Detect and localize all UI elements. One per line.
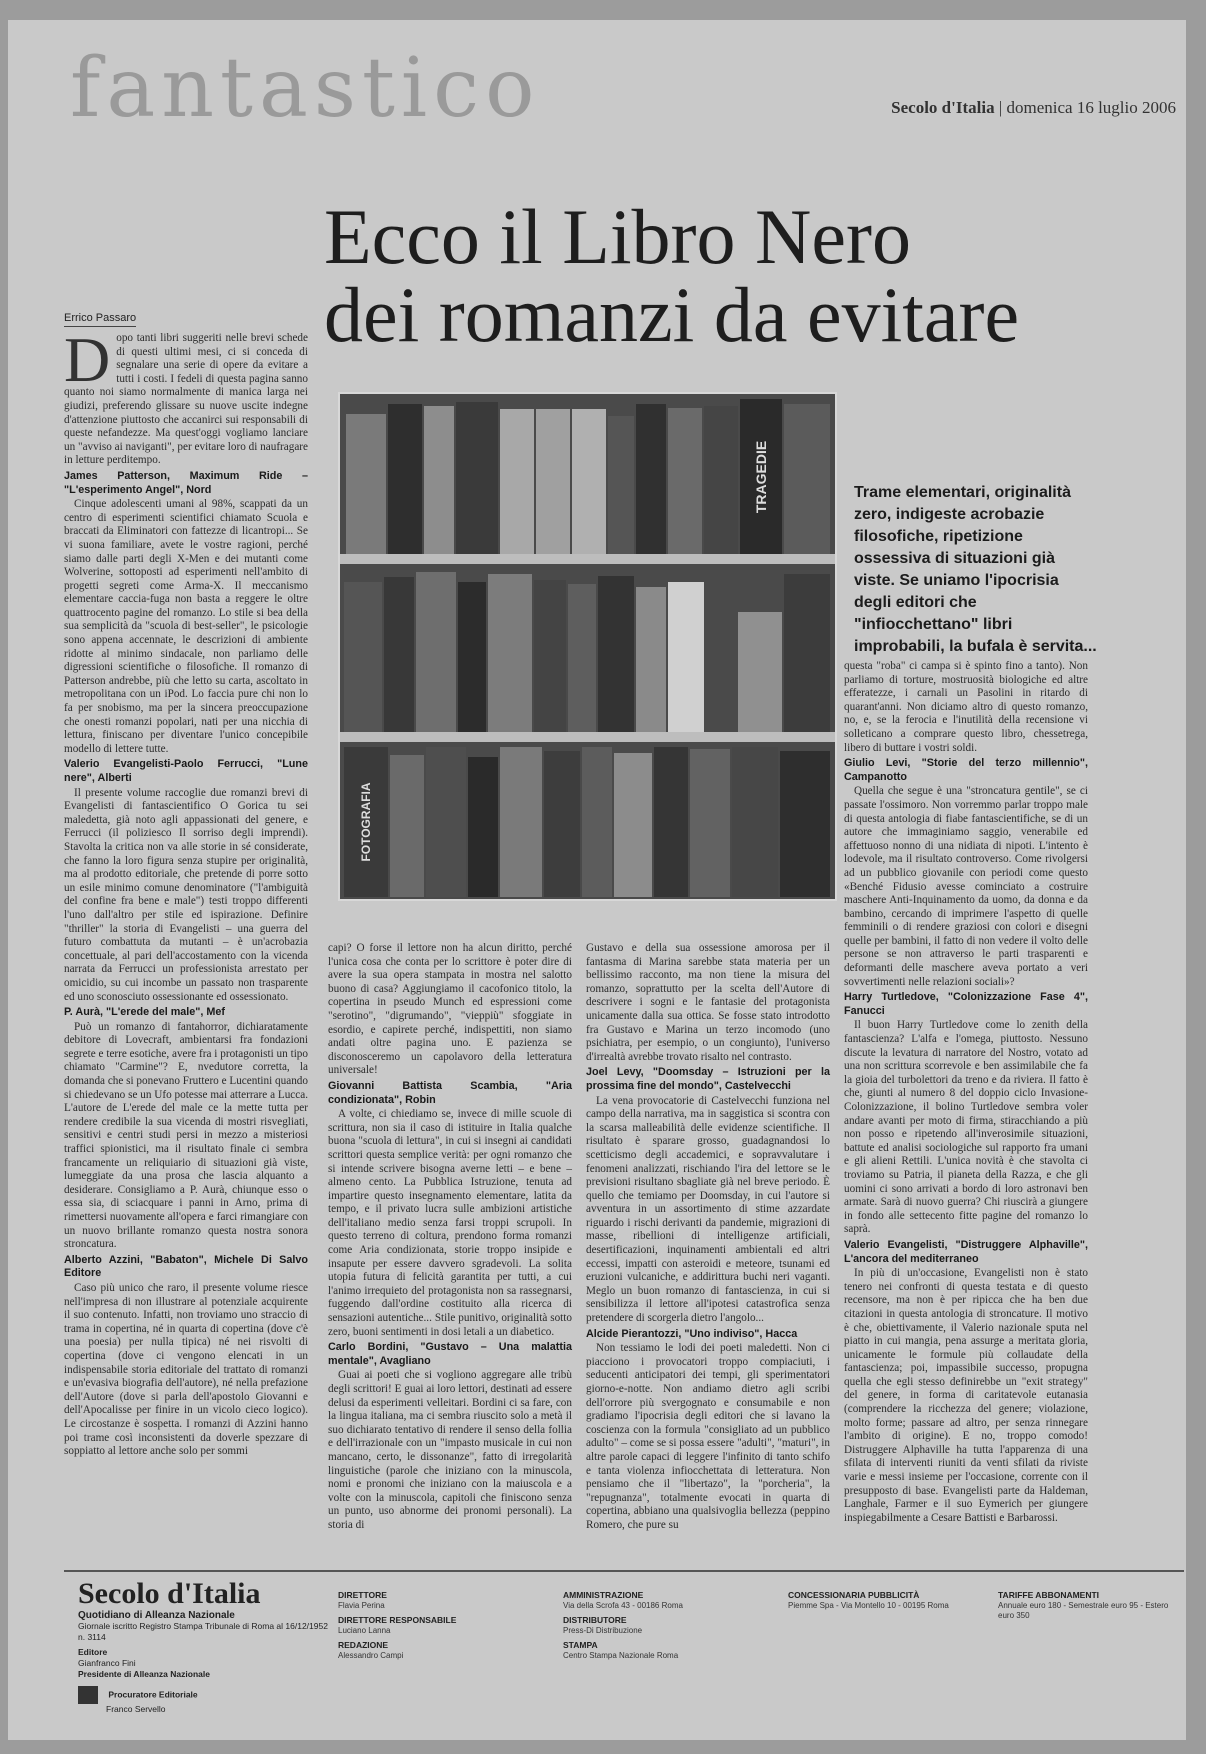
review-heading: Joel Levy, "Doomsday – Istruzioni per la prossima fine del mondo", Castelvecchi xyxy=(586,1066,830,1092)
paragraph: Il presente volume raccoglie due romanzi brevi di Evangelisti di fantascientifico O Gorica tu sei maledetta, già noto agli appassionati del genere, e Ferrucci (il poliziesco Il sorriso degli imprendi). Stavolta la critica non va alle storie in sé considerate, che fanno la loro figura senza stupire per originalità, ma al prodotto editoriale, che pretende di porre sotto un esile minimo comune denominatore ("l'ambiguità del confine fra bene e male") testi troppo differenti l'uno dall'altro per stile ed ispirazione. Definire "thriller" la storia di Evangelisti – una guerra del futuro combattuta da mutanti – è un'acrobazia concettuale, al pari dell'accostamento con la vicenda narrata da Ferrucci un professionista arrestato per omicidio, su cui incombe un passato non trasparente ed uno sconosciuto ossessionante ed ossessionato. xyxy=(64,786,308,1003)
paragraph: La vena provocatorie di Castelvecchi funziona nel campo della narrativa, ma in saggistica si scontra con la scarsa malleabilità delle evidenze scientifiche. Il risultato è sparare grosso, guadagnandosi lo scetticismo degli accademici, e sopravvalutare i fenomeni analizzati, rischiando l'ira del lettore se le previsioni risultano sbagliate già nel breve periodo. È quello che temiamo per Doomsday, in cui l'autore si avventura in un assortimento di stime azzardate riguardo i rischi derivanti da pandemie, migrazioni di masse, ribellioni di intelligenze artificiali, desertificazioni, inquinamenti ambientali ed altri eccessi, impatti con asteroidi e meteore, tsunami ed eruzioni vulcaniche, e addirittura buchi neri vaganti. Meglo un buon romanzo di fantascienza, in cui si sensibilizza il lettore all'ipotesi catastrofica senza pretendere di scorgerla dietro l'angolo... xyxy=(586,1094,830,1325)
book-title: TRAGEDIE xyxy=(753,440,769,513)
headline xyxy=(324,193,1184,358)
book xyxy=(738,612,782,732)
footer-divider xyxy=(64,1570,1184,1572)
book xyxy=(784,574,830,732)
book xyxy=(704,406,738,554)
page-folio: Secolo d'Italia | domenica 16 luglio 2006 xyxy=(891,98,1176,117)
book xyxy=(690,749,730,897)
editor-label: Editore xyxy=(78,1647,108,1657)
review-heading: Giovanni Battista Scambia, "Aria condizionata", Robin xyxy=(328,1079,572,1106)
book xyxy=(654,747,688,897)
newspaper-page xyxy=(8,20,1186,1740)
review-heading: P. Aurà, "L'erede del male", Mef xyxy=(64,1006,226,1019)
article-deck: Trame elementari, originalità zero, indigeste acrobazie filosofiche, ripetizione ossessiva di situazioni già viste. Se uniamo l'ipocrisia degli editori che "infiocchettano" libri improbabili, la bufala è servita... xyxy=(854,484,1097,655)
colophon-directors xyxy=(338,1590,538,1661)
adv-label: CONCESSIONARIA PUBBLICITÀ xyxy=(788,1590,920,1600)
headline-line-2: dei romanzi da evitare xyxy=(324,271,1020,358)
book xyxy=(488,574,532,732)
shelf-row-middle xyxy=(340,564,835,732)
director-label: DIRETTORE xyxy=(338,1590,387,1600)
masthead xyxy=(78,1578,328,1715)
book xyxy=(344,582,382,732)
paragraph: Può un romanzo di fantahorror, dichiaratamente debitore di Lovecraft, ambientarsi fra fondazioni segrete e terre esotiche, avere fra i protagonisti un tipo chiamato "Carmine"? E, nvedutore corretta, la domanda che si ponevano Fruttero e Lucentini quando si chiedevano se un Ufo potesse mai atterrare a Lucca. L'autore de L'erede del male ce la mette tutta per rendere credibile la sua vicenda di mostri risvegliati, sensitivi e centri studi persi in mezzo a misteriosi traffici spionistici, ma il risultato finale ci sembra francamente un reliquiario di situazioni già viste, lumeggiate da una prosa che lascia alquanto a desiderare. Consigliamo a P. Aurà, chiunque esso o essa sia, di sciacquare i panni in Arno, prima di rimettersi nuovamente all'opera e farci rimangiare con un nuovo brillante romanzo questa nostra sonora stroncatura. xyxy=(64,1020,308,1251)
article-column-2 xyxy=(328,942,572,1531)
admin-address: Via della Scrofa 43 - 00186 Roma xyxy=(563,1600,683,1610)
book-title: FOTOGRAFIA xyxy=(359,782,373,862)
adv-text: Piemme Spa - Via Montello 10 - 00195 Roma xyxy=(788,1600,949,1610)
book xyxy=(572,409,606,554)
paragraph: questa "roba" ci campa si è spinto fino a tanto). Non parliamo di torture, mostruosità biologiche ed altre efferatezze, i carnali un Pasolini in ritardo di quarant'anni. Non diciamo altro di questo romanzo, no, e, se la ferocia e l'inutilità della recensione vi solleticano a comprare questo libro, chessetrega, libero di buttare i vostri soldi. xyxy=(844,660,1088,754)
publisher-logo-icon xyxy=(78,1686,98,1704)
book xyxy=(780,751,830,897)
book xyxy=(388,404,422,554)
book xyxy=(598,576,634,732)
colophon-advertising xyxy=(788,1590,978,1611)
shelf-row-bottom xyxy=(340,742,835,897)
bookshelf-photo xyxy=(338,392,837,901)
paragraph: Il buon Harry Turtledove come lo zenith della fantascienza? L'alfa e l'omega, piuttosto. Nessuno discute la levatura di narratore del Nostro, votato ad una non scrittura scorrevole e ben assimilabile che fa la gioia del turbolettori da treno e da riviera. Il fatto è che, giunti al numero 8 del doppio ciclo Invasione-Colonizzazione, il bolino Turtledove sembra voler andare avanti per moto di firma, stiracchiando a più non posso e ripetendo all'inverosimile situazioni, battute ed analisi sociologiche sul rapporto fra umani e gli alieni Rettili. L'unica novità è che stavolta ci troviamo su Patria, il pianeta della Razza, e che gli uomini ci sono arrivati a bordo di loro astronavi ben armate. Sarà di nuovo guerra? Chi riuscirà a giungere in fondo alle settecento fitte pagine del romanzo lo saprà. xyxy=(844,1019,1088,1236)
resp-director-name: Luciano Lanna xyxy=(338,1625,391,1635)
book xyxy=(668,582,704,732)
proxy-label: Procuratore Editoriale xyxy=(108,1689,198,1700)
book xyxy=(426,747,466,897)
masthead-tagline: Quotidiano di Alleanza Nazionale xyxy=(78,1610,235,1621)
paragraph: Quella che segue è una "stroncatura gentile", se ci passate l'ossimoro. Non vorremmo parlar troppo male di questa antologia di fiabe fantascientifiche, se di un autore che immaginiamo saggio, venerabile ed affettuoso nonno di una nidiata di nipoti. L'intento è lodevole, ma il risultato controverso. Come rivolgersi ad un pubblico giovanile con periodi come questo «Benché Fidusio avesse cominciato a costruire maschere Anti-Inquinamento da uomo, da donna e da bambino, cercando di imprimere l'aspetto di quelle femminili o di rendere graziosi con colori e disegni quelle per bambini, il fatto di non vedere il volto delle persone se non attraverso le parti trasparenti e deformanti delle maschere aveva portato a veri sovvertimenti nelle relazioni sociali»? xyxy=(844,785,1088,988)
headline-line-1: Ecco il Libro Nero xyxy=(324,193,911,280)
book xyxy=(636,404,666,554)
issue-date: domenica 16 luglio 2006 xyxy=(1006,98,1176,117)
review-heading: Valerio Evangelisti-Paolo Ferrucci, "Lune nere", Alberti xyxy=(64,758,308,784)
article-column-1 xyxy=(64,324,308,1467)
book xyxy=(536,409,570,554)
director-name: Flavia Perina xyxy=(338,1600,385,1610)
drop-cap: D xyxy=(64,324,111,395)
book xyxy=(568,584,596,732)
review-heading: Harry Turtledove, "Colonizzazione Fase 4", Fanucci xyxy=(844,991,1088,1017)
review-heading: Carlo Bordini, "Gustavo – Una malattia mentale", Avagliano xyxy=(328,1341,572,1367)
print-name: Centro Stampa Nazionale Roma xyxy=(563,1650,679,1660)
editorial-name: Alessandro Campi xyxy=(338,1650,404,1660)
masthead-name: Secolo d'Italia xyxy=(78,1577,261,1610)
shelf-row-top xyxy=(340,394,835,554)
distribution-name: Press-Di Distribuzione xyxy=(563,1625,643,1635)
paragraph: In più di un'occasione, Evangelisti non è stato tenero nei confronti di questa testata e di questo recensore, ma non è per ripicca che ha ben due citazioni in questa antologia di stroncature. Il motivo è che, obiettivamente, il Valerio nazionale sputa nel piatto in cui mangia, pena assurge a meritata gloria, unicamente le formule più collaudate della fantascienza; poi, impassibile successo, propugna quella che egli stesso definirebbe un "exit strategy" del genere, in forma di caritatevole eutanasia (comprendere la ricchezza del genere; violazione, molto forme; passare ad altro, per senza rinnegare l'ambito di origine). E no, troppo comodo! Distruggere Alphaville ha tutta l'apparenza di una sfilata di interventi riuniti da venti sfilati da riviste varie e messi insieme per l'occasione, corrente con il presupposto di base. Evangelisti parte da Haldeman, Langhale, Farmer e il suo Eymerich per giungere inspiegabilmente a Cesare Battisti e Barbarossi. xyxy=(844,1267,1088,1524)
book xyxy=(740,399,782,554)
review-heading: Alberto Azzini, "Babaton", Michele Di Salvo Editore xyxy=(64,1253,308,1280)
book xyxy=(668,408,702,554)
book xyxy=(500,747,542,897)
editor-name: Gianfranco Fini xyxy=(78,1658,136,1668)
president-label: Presidente di Alleanza Nazionale xyxy=(78,1669,210,1679)
book xyxy=(582,747,612,897)
book xyxy=(614,753,652,897)
paragraph: capi? O forse il lettore non ha alcun diritto, perché l'unica cosa che conta per lo scrittore è poter dire di avere la sua opera stampata in mostra nel salotto buono di casa? Aggiungiamo il cacofonico titolo, la copertina in pseudo Munch ed espressioni come "serotino", "digrumando", "vieppiù" sfoggiate in esordio, e capirete perché, indispettiti, non siamo andati oltre pagina uno. E pazienza se disconosceremo un capolavoro della letteratura universale! xyxy=(328,942,572,1077)
byline: Errico Passaro xyxy=(64,312,136,327)
paragraph: Gustavo e della sua ossessione amorosa per il fantasma di Marina sarebbe stata materia per un bellissimo racconto, ma non tiene la misura del romanzo, soprattutto per la scelta dell'Autore di descrivere i sogni e le fantasie del protagonista unicamente dalla sua ottica. Se fosse stato introdotto fra Gustavo e Marina un terzo incomodo (uno psichiatra, per esempio, o un congiunto), l'universo d'irrealtà avrebbe trovato risalto nel contrasto. xyxy=(586,942,830,1063)
print-label: STAMPA xyxy=(563,1640,598,1650)
book xyxy=(384,577,414,732)
review-heading: James Patterson, Maximum Ride – "L'esperimento Angel", Nord xyxy=(64,469,308,496)
book xyxy=(346,414,386,554)
book xyxy=(456,402,498,554)
subs-text: Annuale euro 180 - Semestrale euro 95 - Estero euro 350 xyxy=(998,1600,1169,1620)
paragraph: Non tessiamo le lodi dei poeti maledetti. Non ci piacciono i provocatori troppo compiaciuti, i seducenti anticipatori dei tempi, gli sperimentatori giorno-e-notte. Non andiamo dietro agli scribi dell'orrore più svergognato e consumabile e non gradiamo l'ipocrisia degli editori che si lavano la coscienza con la formula "consigliato ad un pubblico adulto" – come se si possa essere "adulti", "maturi", in altre parole capaci di leggere l'infinito di tanto schifo e tanta violenza infiocchettata di letteratura. Non pensiamo che il "libertazo", la "porcheria", la "repugnanza", totalmente evocati in quarta di copertina, abbiano una qualsivoglia bellezza (peppino Romero, che pure su xyxy=(586,1342,830,1531)
book xyxy=(732,747,778,897)
book xyxy=(468,757,498,897)
book xyxy=(784,404,830,554)
section-title: fantastico xyxy=(70,41,541,136)
shelf xyxy=(340,554,835,564)
book xyxy=(534,580,566,732)
editorial-label: REDAZIONE xyxy=(338,1640,389,1650)
book xyxy=(344,747,388,897)
book xyxy=(706,577,736,732)
paragraph: Guai ai poeti che si vogliono aggregare alle tribù degli scrittori! E guai ai loro lettori, destinati ad essere delusi da esperimenti velleitari. Bordini ci sa fare, con la lingua italiana, ma ci sembra riuscito solo a metà il suo dichiarato tentativo di rendere il senso della follia e dell'irrazionale con un "impasto musicale in cui non mancano, certo, le dissonanze", fatto di irregolarità linguistiche (parole che iniziano con la minuscola, nomi e pronomi che iniziano con la maiuscola e a volte con la minuscola, capitoli che finiscono senza un punto, uso abnorme dei pronomi personali). La storia di xyxy=(328,1369,572,1531)
resp-director-label: DIRETTORE RESPONSABILE xyxy=(338,1615,457,1625)
article-column-3 xyxy=(586,942,830,1531)
book xyxy=(636,587,666,732)
paragraph: opo tanti libri suggeriti nelle brevi schede di questi ultimi mesi, ci si conceda di segnalare una serie di opere da evitare a tutti i costi. I fedeli di questa pagina sanno quanto noi siamo normalmente di manica larga nei giudizi, preferendo glissare su nuove uscite indegne d'attenzione piuttosto che accanirci sui responsabili di queste nefandezze. Ma quest'oggi vogliamo lanciare un "avviso ai naviganti", per evitare loro di naufragare in letture perditempo. xyxy=(64,332,308,467)
proxy-name: Franco Servello xyxy=(106,1704,166,1714)
colophon-admin xyxy=(563,1590,763,1661)
article-column-4 xyxy=(844,660,1088,1524)
book xyxy=(416,572,456,732)
book xyxy=(500,409,534,554)
paragraph: Caso più unico che raro, il presente volume riesce nell'impresa di non illustrare al potenziale acquirente il suo contenuto. Infatti, non troviamo uno straccio di trama in copertina, né in quarta di copertina (dove c'è una poesia) per nulla tipica) né nei risvolti di copertina (dove ci vengono elencati in un indispensabile storia editoriale del trattato di romanzi e un'evasiva biografia dell'autore), né nella prefazione dell'Autore (dove si parla dell'apostolo Giovanni e dell'Apocalisse per finire in un vicolo cieco logico). Le circostanze è sospetta. I romanzi di Azzini hanno poi trame così inconsistenti da doverle spezzare di soppiatto al lettore anche solo per sommi xyxy=(64,1281,308,1458)
newspaper-name: Secolo d'Italia xyxy=(891,98,995,117)
book xyxy=(544,751,580,897)
review-heading: Valerio Evangelisti, "Distruggere Alphaville", L'ancora del mediterraneo xyxy=(844,1238,1088,1265)
book xyxy=(390,755,424,897)
review-heading: Alcide Pierantozzi, "Uno indiviso", Hacca xyxy=(586,1327,798,1340)
masthead-note: Giornale iscritto Registro Stampa Tribunale di Roma al 16/12/1952 n. 3114 xyxy=(78,1621,328,1642)
colophon-subscriptions xyxy=(998,1590,1178,1622)
distribution-label: DISTRIBUTORE xyxy=(563,1615,627,1625)
subs-label: TARIFFE ABBONAMENTI xyxy=(998,1590,1100,1600)
book xyxy=(608,416,634,554)
admin-label: AMMINISTRAZIONE xyxy=(563,1590,644,1600)
paragraph: A volte, ci chiediamo se, invece di mille scuole di scrittura, non sia il caso di istituire in Italia qualche buona "scuola di lettura", in cui si insegni ai candidati scrittori questa semplice verità: per ogni romanzo che si intende scrivere bisogna averne letti – e bene – almeno cento. La Pubblica Istruzione, tenuta ad impartire questo insegnamento elementare, latita da tempo, e il privato lucra sulle ambizioni artistiche dell'italiano medio senza farsi troppi scrupoli. In questo terreno di coltura, prendono forma romanzi come Aria condizionata, storie troppo insipide e insapute per essere davvero sgradevoli. La solita utopia futura di felicità garantita per tutti, a cui l'animo irrequieto del protagonista non sa rassegnarsi, fuggendo dall'ordine costituito alla ricerca di sensazioni autentiche... Stile punitivo, originalità sotto zero, buoni sentimenti in dosi letali a un diabetico. xyxy=(328,1108,572,1338)
shelf xyxy=(340,732,835,742)
review-heading: Giulio Levi, "Storie del terzo millennio", Campanotto xyxy=(844,757,1088,783)
book xyxy=(424,406,454,554)
book xyxy=(458,582,486,732)
paragraph: Cinque adolescenti umani al 98%, scappati da un centro di esperimenti scientifici chiamato Scuola e braccati da Eliminatori con fattezze di licantropi... Se vi suona familiare, avete le vostre ragioni, perché siamo dalle parti degli X-Men e dei mutanti come Wolverine, sottoposti ad esperimenti nell'ambito di progetti segreti come Arma-X. Il meccanismo elementare caccia-fuga non basta a reggere le oltre quattrocento pagine del romanzo. Lo stile si bea della sua semplicità da "scuola di best-seller", le psicologie sono appena accennate, le descrizioni di ambiente ridotte al minimo sindacale, non parliamo delle digressioni scientifiche o filosofiche. Il romanzo di Patterson andrebbe, più che letto su carta, ascoltato in metropolitana con un iPod. Lo faccia pure chi non lo fa per snobismo, ma per la sincera preoccupazione che onesti romanzi popolari, nati per una nicchia di lettura, finiscano per diventare l'unico concepibile modello di lettere tutte. xyxy=(64,498,308,755)
